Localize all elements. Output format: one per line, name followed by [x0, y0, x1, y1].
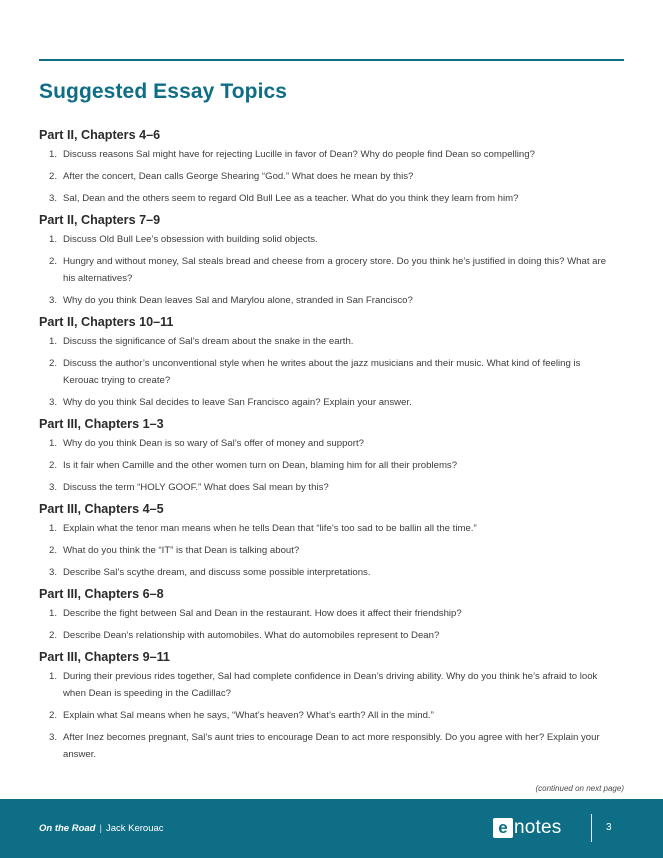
topic-item — [39, 355, 624, 389]
topic-number: 2. — [48, 460, 57, 471]
enotes-logo-icon: e — [493, 818, 513, 838]
section-heading: Part II, Chapters 7–9 — [39, 213, 161, 227]
topic-section — [39, 501, 624, 581]
topic-item — [39, 292, 624, 309]
section-heading: Part III, Chapters 1–3 — [39, 417, 164, 431]
topic-text: Sal, Dean and the others seem to regard Old Bull Lee as a teacher. What do you think they learn from him? — [63, 193, 519, 204]
topic-section — [39, 416, 624, 496]
topic-number: 3. — [48, 193, 57, 204]
footer-book-info — [39, 823, 164, 834]
section-heading: Part III, Chapters 9–11 — [39, 650, 170, 664]
topic-section — [39, 649, 624, 763]
topic-number: 2. — [48, 171, 57, 182]
topic-list — [39, 231, 624, 309]
topic-text: Discuss reasons Sal might have for rejecting Lucille in favor of Dean? Why do people find Dean so compelling? — [63, 149, 535, 160]
topic-item — [39, 146, 624, 163]
topic-text: Hungry and without money, Sal steals bread and cheese from a grocery store. Do you think he’s justified in doing this? What are his alternatives? — [63, 256, 607, 284]
topic-number: 1. — [48, 234, 57, 245]
topic-item — [39, 729, 624, 763]
topic-text: What do you think the “IT” is that Dean is talking about? — [63, 545, 300, 556]
topic-text: Why do you think Dean leaves Sal and Marylou alone, stranded in San Francisco? — [63, 295, 413, 306]
topic-item — [39, 457, 624, 474]
topic-item — [39, 564, 624, 581]
topic-text: Is it fair when Camille and the other women turn on Dean, blaming him for all their problems? — [63, 460, 458, 471]
topic-number: 1. — [48, 671, 57, 682]
topic-text: Discuss the significance of Sal’s dream about the snake in the earth. — [63, 336, 354, 347]
section-heading: Part III, Chapters 6–8 — [39, 587, 164, 601]
topic-list — [39, 146, 624, 207]
topic-item — [39, 253, 624, 287]
topic-number: 2. — [48, 630, 57, 641]
topic-item — [39, 707, 624, 724]
topic-number: 2. — [48, 256, 57, 267]
topic-list — [39, 435, 624, 496]
section-heading: Part III, Chapters 4–5 — [39, 502, 164, 516]
topic-section — [39, 127, 624, 207]
topic-item — [39, 605, 624, 622]
footer-divider — [591, 814, 592, 842]
topic-item — [39, 190, 624, 207]
topic-text: During their previous rides together, Sal had complete confidence in Dean’s driving ability. Why do you think he’s afraid to look when Dean is speeding in the Cadillac? — [63, 671, 598, 699]
topic-number: 2. — [48, 358, 57, 369]
topic-text: Discuss the author’s unconventional style when he writes about the jazz musicians and their music. What kind of feeling is Kerouac trying to create? — [63, 358, 581, 386]
page-number: 3 — [606, 822, 612, 833]
topic-number: 1. — [48, 149, 57, 160]
topic-item — [39, 542, 624, 559]
topic-list — [39, 668, 624, 763]
enotes-logo-text: notes — [514, 817, 562, 838]
section-heading: Part II, Chapters 4–6 — [39, 128, 161, 142]
footer-book-title: On the Road — [39, 823, 96, 834]
topic-section — [39, 314, 624, 411]
topic-text: Explain what the tenor man means when he tells Dean that “life’s too sad to be ballin all the time.” — [63, 523, 477, 534]
topic-section — [39, 212, 624, 309]
topic-list — [39, 605, 624, 644]
topic-text: Why do you think Sal decides to leave San Francisco again? Explain your answer. — [63, 397, 412, 408]
topic-list — [39, 520, 624, 581]
topic-text: After the concert, Dean calls George Shearing “God.” What does he mean by this? — [63, 171, 414, 182]
topic-section — [39, 586, 624, 644]
topic-item — [39, 333, 624, 350]
topic-number: 1. — [48, 438, 57, 449]
topic-number: 3. — [48, 482, 57, 493]
topic-text: Why do you think Dean is so wary of Sal’s offer of money and support? — [63, 438, 364, 449]
topic-item — [39, 627, 624, 644]
footer — [0, 799, 663, 858]
topic-text: Discuss the term “HOLY GOOF.” What does Sal mean by this? — [63, 482, 329, 493]
topic-text: Describe the fight between Sal and Dean in the restaurant. How does it affect their friendship? — [63, 608, 462, 619]
topic-item — [39, 231, 624, 248]
topic-number: 2. — [48, 710, 57, 721]
topic-number: 3. — [48, 732, 57, 743]
top-rule — [39, 59, 624, 61]
topic-number: 2. — [48, 545, 57, 556]
topic-item — [39, 168, 624, 185]
topic-item — [39, 435, 624, 452]
topic-number: 1. — [48, 523, 57, 534]
topic-number: 3. — [48, 567, 57, 578]
topic-item — [39, 668, 624, 702]
topic-item — [39, 394, 624, 411]
topic-number: 1. — [48, 608, 57, 619]
topic-list — [39, 333, 624, 411]
section-heading: Part II, Chapters 10–11 — [39, 315, 174, 329]
topic-number: 3. — [48, 295, 57, 306]
topic-text: Describe Sal’s scythe dream, and discuss some possible interpretations. — [63, 567, 371, 578]
footer-author: Jack Kerouac — [105, 823, 164, 834]
topic-text: Describe Dean’s relationship with automobiles. What do automobiles represent to Dean? — [63, 630, 440, 641]
footer-separator: | — [99, 823, 102, 834]
enotes-logo — [493, 816, 561, 840]
topic-item — [39, 520, 624, 537]
continued-note: (continued on next page) — [535, 784, 624, 793]
topic-number: 1. — [48, 336, 57, 347]
topic-number: 3. — [48, 397, 57, 408]
topic-text: Discuss Old Bull Lee’s obsession with building solid objects. — [63, 234, 318, 245]
essay-topics-content — [39, 127, 624, 768]
topic-text: Explain what Sal means when he says, “What’s heaven? What’s earth? All in the mind.” — [63, 710, 434, 721]
topic-item — [39, 479, 624, 496]
page-title: Suggested Essay Topics — [39, 80, 288, 103]
topic-text: After Inez becomes pregnant, Sal’s aunt tries to encourage Dean to act more responsibly. Do you agree with her? Explain your answer. — [63, 732, 600, 760]
